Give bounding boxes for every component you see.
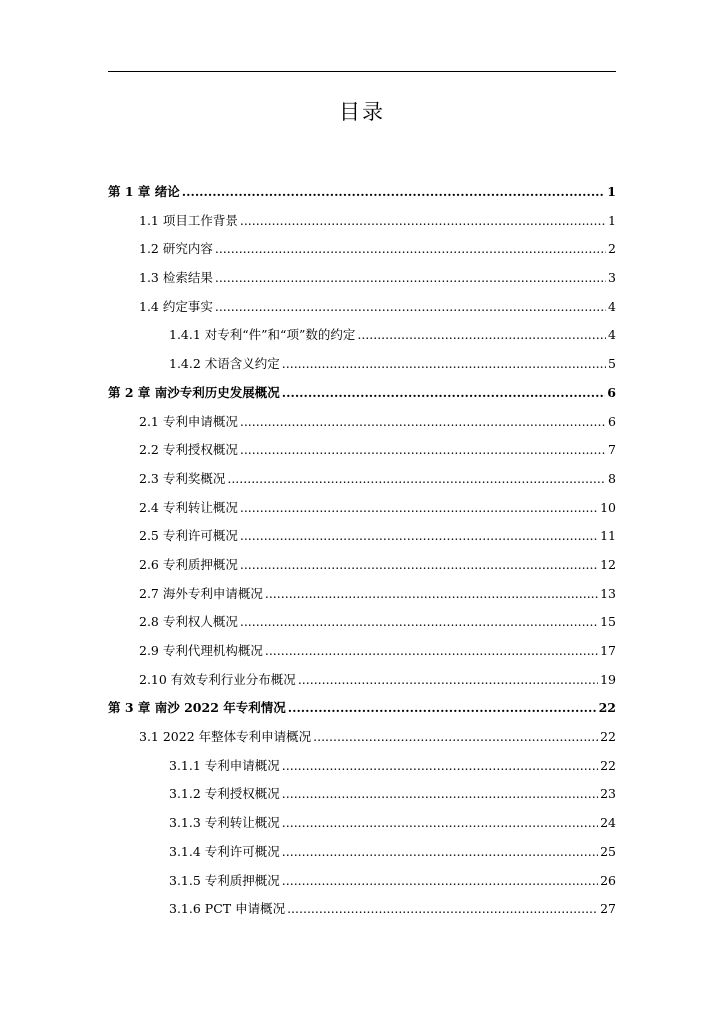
toc-entry-label: 1.1 项目工作背景	[139, 212, 238, 228]
toc-entry-page: 7	[608, 442, 616, 458]
toc-entry-page: 19	[600, 671, 616, 687]
toc-subsection-entry[interactable]	[108, 895, 616, 924]
toc-subsection-entry[interactable]	[108, 838, 616, 867]
toc-entry-page: 11	[600, 528, 616, 544]
toc-leader-dots	[240, 408, 606, 437]
toc-leader-dots	[227, 465, 606, 494]
toc-section-entry[interactable]	[108, 608, 616, 637]
table-of-contents	[108, 178, 616, 924]
toc-section-entry[interactable]	[108, 551, 616, 580]
toc-entry-label: 2.8 专利权人概况	[139, 614, 238, 630]
header-rule	[108, 71, 616, 72]
toc-leader-dots	[287, 895, 598, 924]
toc-entry-page: 2	[608, 241, 616, 257]
toc-section-entry[interactable]	[108, 264, 616, 293]
toc-chapter-entry[interactable]	[108, 379, 616, 408]
toc-section-entry[interactable]	[108, 666, 616, 695]
toc-section-entry[interactable]	[108, 494, 616, 523]
toc-subsection-entry[interactable]	[108, 809, 616, 838]
toc-entry-label: 1.4.1 对专利“件”和“项”数的约定	[169, 327, 356, 343]
toc-entry-page: 6	[607, 384, 616, 400]
toc-section-entry[interactable]	[108, 235, 616, 264]
toc-entry-label: 2.3 专利奖概况	[139, 470, 226, 486]
toc-entry-label: 第 1 章 绪论	[108, 184, 180, 199]
toc-entry-label: 第 3 章 南沙 2022 年专利情况	[108, 700, 286, 716]
toc-leader-dots	[282, 867, 598, 896]
toc-entry-page: 13	[600, 585, 616, 601]
toc-leader-dots	[240, 494, 598, 523]
toc-entry-label: 2.9 专利代理机构概况	[139, 643, 263, 658]
toc-leader-dots	[215, 293, 606, 322]
toc-entry-page: 3	[608, 270, 616, 286]
toc-section-entry[interactable]	[108, 637, 616, 666]
toc-entry-page: 6	[608, 413, 616, 429]
toc-leader-dots	[282, 809, 598, 838]
toc-section-entry[interactable]	[108, 293, 616, 322]
toc-leader-dots	[282, 780, 598, 809]
toc-leader-dots	[313, 723, 598, 752]
toc-entry-label: 1.3 检索结果	[139, 270, 213, 286]
toc-subsection-entry[interactable]	[108, 752, 616, 781]
toc-subsection-entry[interactable]	[108, 780, 616, 809]
toc-leader-dots	[182, 178, 606, 207]
toc-entry-page: 26	[600, 872, 616, 888]
toc-leader-dots	[298, 666, 598, 695]
toc-entry-page: 1	[608, 212, 616, 228]
toc-leader-dots	[240, 207, 606, 236]
toc-subsection-entry[interactable]	[108, 867, 616, 896]
toc-entry-page: 22	[600, 757, 616, 773]
toc-entry-label: 3.1 2022 年整体专利申请概况	[139, 729, 312, 745]
toc-leader-dots	[215, 235, 606, 264]
toc-leader-dots	[357, 321, 606, 350]
toc-entry-page: 15	[600, 614, 616, 630]
toc-subsection-entry[interactable]	[108, 350, 616, 379]
toc-subsection-entry[interactable]	[108, 321, 616, 350]
toc-entry-label: 2.7 海外专利申请概况	[139, 585, 263, 601]
toc-entry-label: 3.1.5 专利质押概况	[169, 872, 280, 888]
toc-section-entry[interactable]	[108, 465, 616, 494]
toc-entry-page: 25	[600, 843, 616, 859]
toc-section-entry[interactable]	[108, 436, 616, 465]
toc-entry-page: 27	[600, 901, 616, 917]
toc-section-entry[interactable]	[108, 522, 616, 551]
toc-entry-page: 12	[600, 556, 616, 572]
toc-leader-dots	[215, 264, 606, 293]
toc-section-entry[interactable]	[108, 408, 616, 437]
toc-entry-page: 24	[600, 815, 616, 831]
toc-entry-label: 3.1.4 专利许可概况	[169, 843, 280, 859]
toc-entry-label: 3.1.3 专利转让概况	[169, 815, 280, 831]
toc-entry-page: 23	[600, 786, 616, 802]
toc-leader-dots	[282, 379, 606, 408]
toc-entry-label: 2.6 专利质押概况	[139, 556, 238, 572]
toc-entry-label: 1.2 研究内容	[139, 241, 213, 257]
toc-leader-dots	[265, 580, 598, 609]
toc-entry-label: 2.10 有效专利行业分布概况	[139, 671, 296, 687]
toc-entry-label: 1.4 约定事实	[139, 298, 213, 314]
toc-entry-label: 2.5 专利许可概况	[139, 528, 238, 544]
toc-entry-page: 5	[608, 356, 616, 372]
toc-leader-dots	[265, 637, 598, 666]
toc-leader-dots	[288, 694, 597, 723]
toc-section-entry[interactable]	[108, 207, 616, 236]
toc-leader-dots	[240, 608, 598, 637]
toc-entry-page: 22	[598, 700, 616, 716]
toc-section-entry[interactable]	[108, 723, 616, 752]
toc-entry-label: 1.4.2 术语含义约定	[169, 356, 280, 372]
toc-chapter-entry[interactable]	[108, 694, 616, 723]
toc-entry-page: 8	[608, 470, 616, 486]
toc-entry-page: 4	[608, 298, 616, 314]
toc-entry-label: 第 2 章 南沙专利历史发展概况	[108, 384, 280, 400]
toc-title: 目录	[339, 100, 385, 124]
toc-entry-label: 2.1 专利申请概况	[139, 413, 238, 429]
toc-leader-dots	[282, 350, 606, 379]
toc-leader-dots	[240, 522, 598, 551]
toc-section-entry[interactable]	[108, 580, 616, 609]
toc-entry-label: 2.2 专利授权概况	[139, 442, 238, 458]
toc-leader-dots	[282, 752, 598, 781]
toc-entry-page: 4	[608, 327, 616, 343]
toc-entry-page: 17	[600, 643, 616, 658]
toc-leader-dots	[240, 436, 606, 465]
toc-entry-page: 22	[600, 729, 616, 745]
toc-leader-dots	[282, 838, 598, 867]
toc-leader-dots	[240, 551, 598, 580]
toc-entry-page: 10	[600, 499, 616, 515]
toc-entry-label: 3.1.2 专利授权概况	[169, 786, 280, 802]
toc-entry-label: 3.1.1 专利申请概况	[169, 757, 280, 773]
toc-entry-label: 3.1.6 PCT 申请概况	[169, 901, 286, 917]
toc-chapter-entry[interactable]	[108, 178, 616, 207]
toc-entry-label: 2.4 专利转让概况	[139, 499, 238, 515]
toc-entry-page: 1	[607, 184, 616, 199]
